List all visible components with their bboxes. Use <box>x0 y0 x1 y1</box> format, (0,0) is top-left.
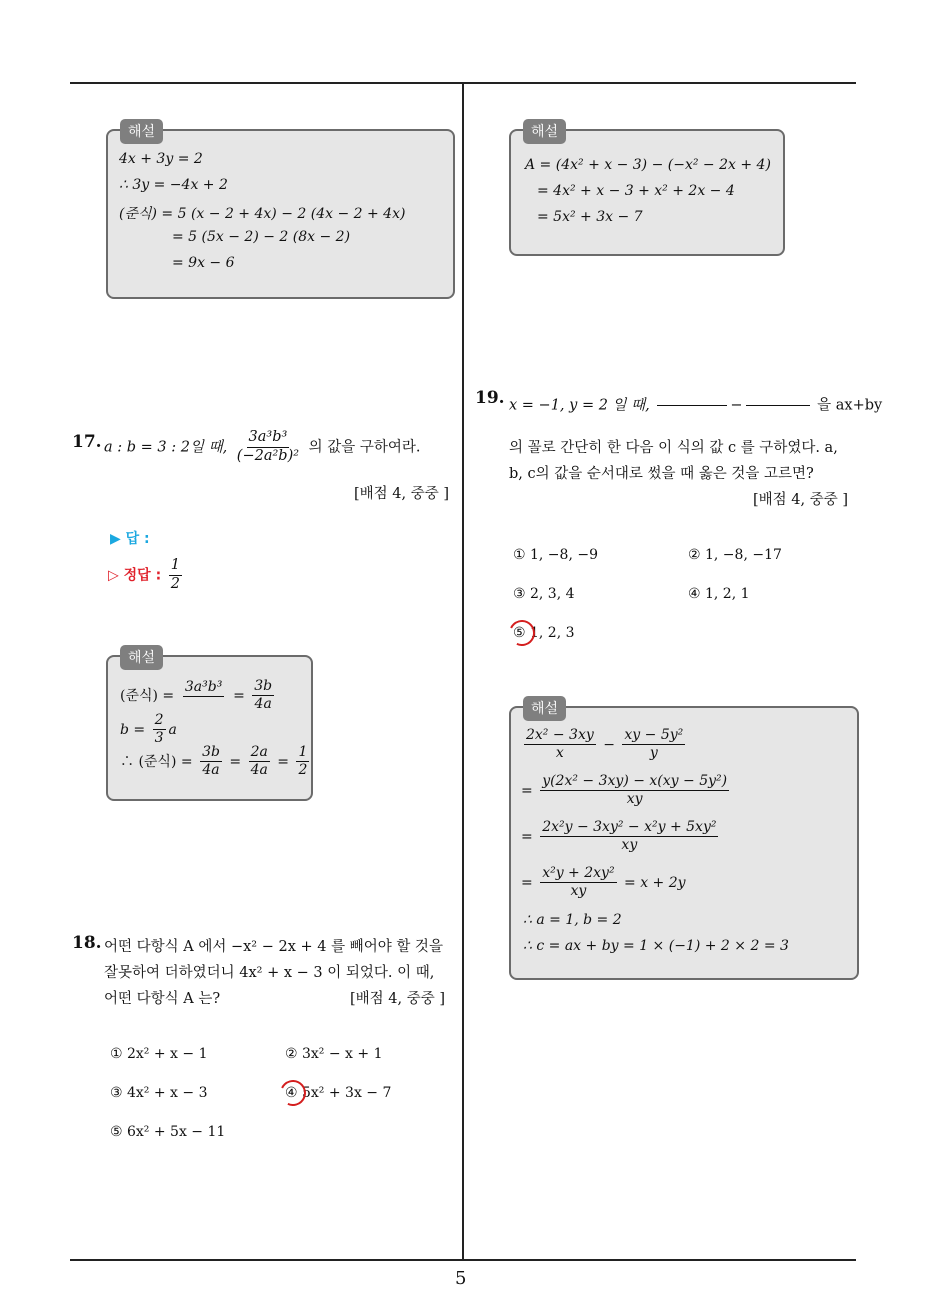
fraction-denominator <box>182 697 226 712</box>
column-divider <box>462 84 464 1260</box>
solution-line: = 5 (5x − 2) − 2 (8x − 2) <box>172 229 351 245</box>
q17-fraction-denominator: (−2a²b)² <box>236 447 300 464</box>
q17-score: [배점 4, 중중 ] <box>354 486 450 502</box>
fraction-numerator: y(2x² − 3xy) − x(xy − 5y²) <box>540 774 729 791</box>
q18-choice-3[interactable]: ③ 4x² + x − 3 <box>110 1085 208 1101</box>
fraction <box>200 745 222 779</box>
fraction <box>249 745 270 779</box>
q19-choice-5[interactable]: ⑤ 1, 2, 3 <box>513 625 575 641</box>
solution-tag: 해설 <box>523 696 566 721</box>
question-number-17: 17. <box>72 432 102 452</box>
simplified-result: = x + 2y <box>624 874 686 891</box>
q17-stem-end: 의 값을 구하여라. <box>308 439 421 456</box>
fraction-denominator: 3 <box>154 730 164 747</box>
fraction <box>524 728 596 762</box>
solution-box-18 <box>509 124 785 256</box>
fraction-numerator: 3b <box>200 745 222 762</box>
fraction <box>540 866 616 900</box>
q17-stem <box>104 430 421 465</box>
equals-sign: = <box>233 687 245 704</box>
q19-stem-line1 <box>509 388 882 423</box>
solution-line: 4x + 3y = 2 <box>119 151 203 167</box>
q19-fraction-2 <box>746 388 810 423</box>
question-number-19: 19. <box>475 388 505 408</box>
variable-a: a <box>168 721 177 738</box>
minus-sign: − <box>603 736 615 753</box>
fraction-numerator: 3b <box>252 679 274 696</box>
fraction-denominator: x <box>555 745 564 762</box>
expression-label: (준식) = <box>120 687 175 704</box>
fraction <box>622 728 685 762</box>
question-number-18: 18. <box>72 933 102 953</box>
expression-label: b = <box>120 721 146 738</box>
fraction-denominator: xy <box>626 791 643 808</box>
fraction-denominator: 2 <box>170 575 181 592</box>
fraction-numerator: 2x² − 3xy <box>524 728 596 745</box>
fraction <box>153 713 166 747</box>
fraction-numerator <box>746 388 810 406</box>
bottom-rule <box>70 1259 856 1261</box>
answer-label: ▶ 답 : <box>110 531 150 547</box>
solution-line: = 4x² + x − 3 + x² + 2x − 4 <box>537 183 735 199</box>
minus-sign: − <box>730 397 743 414</box>
q18-stem-line3: 어떤 다항식 A 는? <box>104 991 221 1007</box>
equals-sign: = <box>521 828 533 845</box>
fraction <box>540 774 729 808</box>
solution-line: ∴ c = ax + by = 1 × (−1) + 2 × 2 = 3 <box>523 938 789 954</box>
fraction-denominator: 4a <box>254 696 272 713</box>
solution-tag: 해설 <box>120 645 163 670</box>
fraction-numerator: 3a³b³ <box>183 680 224 697</box>
solution-line <box>120 745 312 779</box>
solution-line: ∴ a = 1, b = 2 <box>523 912 622 928</box>
q18-score: [배점 4, 중중 ] <box>350 991 446 1007</box>
solution-line <box>120 713 177 747</box>
q18-choice-5[interactable]: ⑤ 6x² + 5x − 11 <box>110 1124 226 1140</box>
q19-stem-line2: 의 꼴로 간단히 한 다음 이 식의 값 c 를 구하였다. a, <box>509 440 838 456</box>
solution-line <box>521 866 686 900</box>
fraction-denominator <box>690 406 694 423</box>
fraction-denominator: 4a <box>250 762 268 779</box>
fraction-numerator: 1 <box>169 558 182 576</box>
fraction <box>296 745 309 779</box>
correct-answer-fraction <box>169 558 182 593</box>
solution-line <box>521 774 732 808</box>
fraction <box>252 679 274 713</box>
solution-box-16 <box>106 124 455 299</box>
q19-score: [배점 4, 중중 ] <box>753 492 849 508</box>
fraction-denominator <box>776 406 780 423</box>
fraction-denominator: 4a <box>202 762 220 779</box>
solution-line <box>521 820 721 854</box>
correct-answer-label: ▷ 정답 : <box>108 567 162 584</box>
solution-line: A = (4x² + x − 3) − (−x² − 2x + 4) <box>525 157 771 173</box>
equals-sign: = <box>229 753 242 770</box>
fraction-denominator: xy <box>621 837 638 854</box>
q17-stem-start: a : b = 3 : 2일 때, <box>104 439 228 456</box>
solution-line <box>120 679 277 713</box>
solution-box-17 <box>106 650 313 801</box>
fraction-numerator: x²y + 2xy² <box>540 866 616 883</box>
fraction <box>182 680 226 712</box>
fraction-numerator <box>657 388 727 406</box>
fraction-denominator: 2 <box>298 762 308 779</box>
q18-stem-line2: 잘못하여 더하였더니 4x² + x − 3 이 되었다. 이 때, <box>104 965 435 981</box>
solution-line: (준식) = 5 (x − 2 + 4x) − 2 (4x − 2 + 4x) <box>119 206 406 222</box>
solution-box-19 <box>509 701 859 980</box>
expression-label: ∴ (준식) = <box>120 753 193 770</box>
q18-stem-line1: 어떤 다항식 A 에서 −x² − 2x + 4 를 빼어야 할 것을 <box>104 939 443 955</box>
q17-fraction-numerator: 3a³b³ <box>247 430 290 448</box>
fraction-numerator: 2a <box>249 745 270 762</box>
q19-fraction-1 <box>657 388 727 423</box>
fraction-numerator: 1 <box>296 745 309 762</box>
fraction-numerator: 2x²y − 3xy² − x²y + 5xy² <box>540 820 718 837</box>
q19-choice-3[interactable]: ③ 2, 3, 4 <box>513 586 575 602</box>
q19-choice-4[interactable]: ④ 1, 2, 1 <box>688 586 750 602</box>
q17-fraction <box>235 430 301 465</box>
solution-line: ∴ 3y = −4x + 2 <box>119 177 228 193</box>
equals-sign: = <box>521 782 533 799</box>
q18-choice-1[interactable]: ① 2x² + x − 1 <box>110 1046 208 1062</box>
selected-answer-mark <box>505 616 538 649</box>
solution-line: = 9x − 6 <box>172 255 235 271</box>
fraction-denominator: y <box>649 745 658 762</box>
solution-line: = 5x² + 3x − 7 <box>537 209 643 225</box>
selected-answer-mark <box>276 1076 309 1109</box>
page-number: 5 <box>455 1268 467 1289</box>
q19-choice-1[interactable]: ① 1, −8, −9 <box>513 547 598 563</box>
q19-choice-2[interactable]: ② 1, −8, −17 <box>688 547 782 563</box>
solution-line <box>521 728 688 762</box>
solution-tag: 해설 <box>120 119 163 144</box>
fraction-numerator: 2 <box>153 713 166 730</box>
equals-sign: = <box>277 753 290 770</box>
q19-stem-line3: b, c의 값을 순서대로 썼을 때 옳은 것을 고르면? <box>509 466 814 482</box>
fraction <box>540 820 718 854</box>
q18-choice-2[interactable]: ② 3x² − x + 1 <box>285 1046 383 1062</box>
equals-sign: = <box>521 874 533 891</box>
solution-tag: 해설 <box>523 119 566 144</box>
correct-answer <box>108 558 185 593</box>
fraction-numerator: xy − 5y² <box>622 728 685 745</box>
q19-condition: x = −1, y = 2 일 때, <box>509 397 650 414</box>
fraction-denominator: xy <box>570 883 587 900</box>
q18-choice-4[interactable]: ④ 5x² + 3x − 7 <box>285 1085 392 1101</box>
q19-stem-end: 을 ax+by <box>817 397 883 414</box>
